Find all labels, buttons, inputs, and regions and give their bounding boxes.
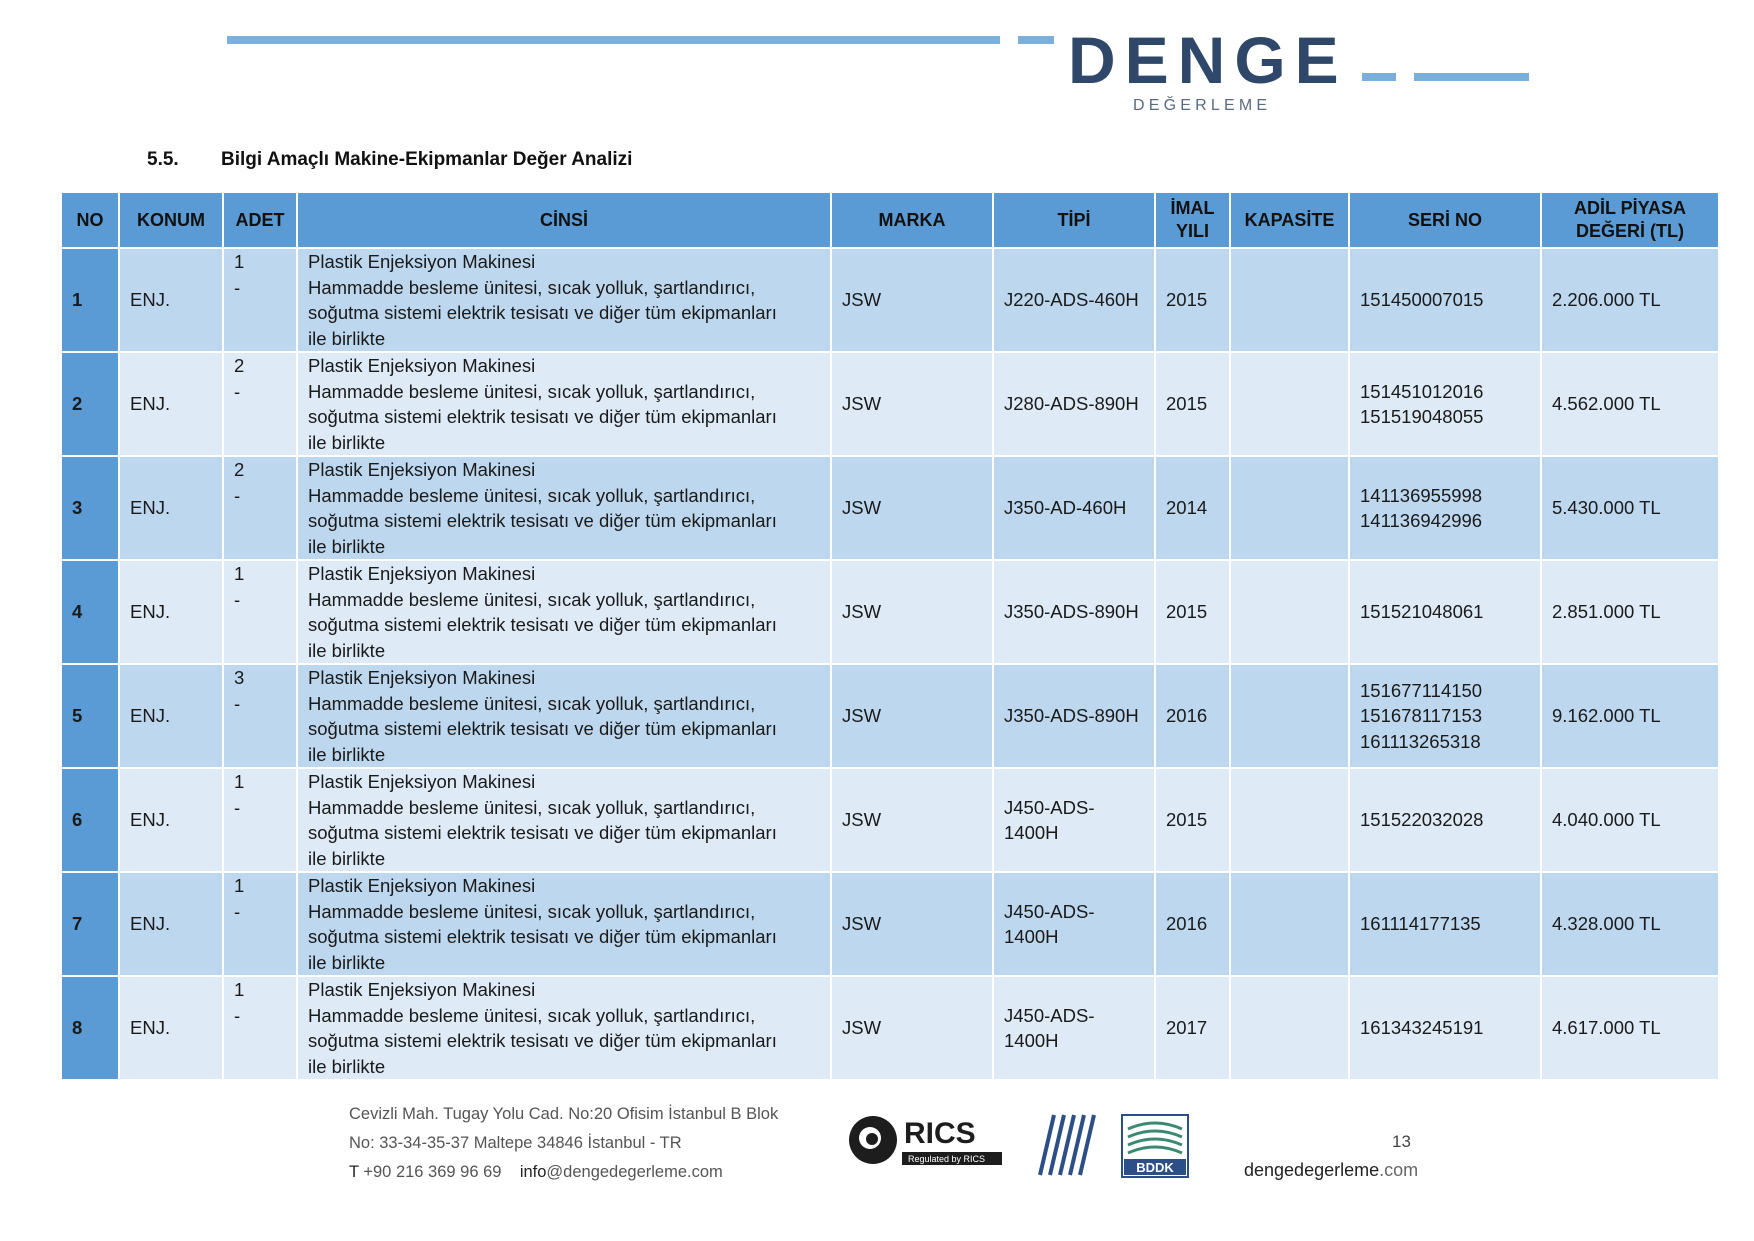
cell-tipi: J450-ADS-1400H: [994, 977, 1154, 1079]
footer-address: [349, 1100, 778, 1187]
cell-konum: ENJ.: [120, 977, 222, 1079]
cell-seri-no: 151450007015: [1350, 249, 1540, 351]
address-line-2: No: 33-34-35-37 Maltepe 34846 İstanbul - TR: [349, 1134, 682, 1152]
cell-seri-no: 141136955998 141136942996: [1350, 457, 1540, 559]
cell-imal-yili: 2014: [1156, 457, 1229, 559]
cell-marka: JSW: [832, 665, 992, 767]
col-header-tipi: TİPİ: [994, 193, 1154, 247]
cell-adet: 1 -: [224, 769, 296, 871]
cell-imal-yili: 2016: [1156, 665, 1229, 767]
cell-seri-no: 151521048061: [1350, 561, 1540, 663]
cell-konum: ENJ.: [120, 457, 222, 559]
logo-dash-2: [1414, 73, 1529, 81]
cell-no: 2: [62, 353, 118, 455]
header-rule-short: [1018, 36, 1054, 44]
cell-kapasite: [1231, 977, 1348, 1079]
col-header-konum: KONUM: [120, 193, 222, 247]
cell-no: 1: [62, 249, 118, 351]
equipment-value-table: [60, 191, 1720, 1081]
cell-cinsi: Plastik Enjeksiyon Makinesi Hammadde besleme ünitesi, sıcak yolluk, şartlandırıcı, soğutma sistemi elektrik tesisatı ve diğer tüm ekipmanları ile birlikte: [298, 457, 830, 559]
cell-tipi: J350-ADS-890H: [994, 665, 1154, 767]
cell-no: 3: [62, 457, 118, 559]
col-header-imal-yili: İMAL YILI: [1156, 193, 1229, 247]
cell-kapasite: [1231, 873, 1348, 975]
cell-tipi: J280-ADS-890H: [994, 353, 1154, 455]
cell-adet: 3 -: [224, 665, 296, 767]
cell-seri-no: 151677114150 151678117153 161113265318: [1350, 665, 1540, 767]
col-header-adet: ADET: [224, 193, 296, 247]
cell-seri-no: 161343245191: [1350, 977, 1540, 1079]
cell-cinsi: Plastik Enjeksiyon Makinesi Hammadde besleme ünitesi, sıcak yolluk, şartlandırıcı, soğutma sistemi elektrik tesisatı ve diğer tüm ekipmanları ile birlikte: [298, 873, 830, 975]
svg-text:Regulated by RICS: Regulated by RICS: [908, 1154, 986, 1164]
cell-no: 7: [62, 873, 118, 975]
cell-kapasite: [1231, 561, 1348, 663]
cell-tipi: J350-AD-460H: [994, 457, 1154, 559]
company-logo-subtitle: DEĞERLEME: [1133, 97, 1272, 114]
table-row: [62, 665, 1718, 767]
phone-prefix: T: [349, 1163, 359, 1181]
cell-seri-no: 161114177135: [1350, 873, 1540, 975]
phone-number[interactable]: +90 216 369 96 69: [363, 1163, 502, 1181]
cell-imal-yili: 2015: [1156, 769, 1229, 871]
cell-adet: 1 -: [224, 561, 296, 663]
col-header-marka: MARKA: [832, 193, 992, 247]
cell-adet: 2 -: [224, 457, 296, 559]
cell-tipi: J450-ADS-1400H: [994, 769, 1154, 871]
cell-adil-piyasa-degeri: 2.206.000 TL: [1542, 249, 1718, 351]
cell-adil-piyasa-degeri: 4.040.000 TL: [1542, 769, 1718, 871]
cell-cinsi: Plastik Enjeksiyon Makinesi Hammadde besleme ünitesi, sıcak yolluk, şartlandırıcı, soğutma sistemi elektrik tesisatı ve diğer tüm ekipmanları ile birlikte: [298, 977, 830, 1079]
section-number: 5.5.: [147, 149, 179, 170]
cell-cinsi: Plastik Enjeksiyon Makinesi Hammadde besleme ünitesi, sıcak yolluk, şartlandırıcı, soğutma sistemi elektrik tesisatı ve diğer tüm ekipmanları ile birlikte: [298, 561, 830, 663]
cell-marka: JSW: [832, 977, 992, 1079]
cell-marka: JSW: [832, 873, 992, 975]
cell-konum: ENJ.: [120, 873, 222, 975]
cell-seri-no: 151522032028: [1350, 769, 1540, 871]
cell-konum: ENJ.: [120, 561, 222, 663]
address-line-1: Cevizli Mah. Tugay Yolu Cad. No:20 Ofisim İstanbul B Blok: [349, 1105, 779, 1123]
cell-marka: JSW: [832, 249, 992, 351]
logo-dash-1: [1362, 73, 1396, 81]
cell-imal-yili: 2015: [1156, 249, 1229, 351]
cell-adil-piyasa-degeri: 9.162.000 TL: [1542, 665, 1718, 767]
cell-no: 8: [62, 977, 118, 1079]
bddk-logo: [1120, 1113, 1190, 1179]
cell-marka: JSW: [832, 769, 992, 871]
cell-adet: 1 -: [224, 873, 296, 975]
cell-adil-piyasa-degeri: 4.617.000 TL: [1542, 977, 1718, 1079]
table-row: [62, 457, 1718, 559]
cell-imal-yili: 2015: [1156, 353, 1229, 455]
table-row: [62, 561, 1718, 663]
cell-no: 5: [62, 665, 118, 767]
cell-no: 4: [62, 561, 118, 663]
cell-adet: 2 -: [224, 353, 296, 455]
cell-kapasite: [1231, 457, 1348, 559]
col-header-no: NO: [62, 193, 118, 247]
cell-cinsi: Plastik Enjeksiyon Makinesi Hammadde besleme ünitesi, sıcak yolluk, şartlandırıcı, soğutma sistemi elektrik tesisatı ve diğer tüm ekipmanları ile birlikte: [298, 249, 830, 351]
website-link[interactable]: dengedegerleme.com: [1244, 1160, 1419, 1180]
svg-text:RICS: RICS: [904, 1117, 976, 1150]
email-domain[interactable]: @dengedegerleme.com: [546, 1163, 723, 1181]
cell-cinsi: Plastik Enjeksiyon Makinesi Hammadde besleme ünitesi, sıcak yolluk, şartlandırıcı, soğutma sistemi elektrik tesisatı ve diğer tüm ekipmanları ile birlikte: [298, 353, 830, 455]
table-row: [62, 977, 1718, 1079]
cell-kapasite: [1231, 249, 1348, 351]
col-header-cinsi: CİNSİ: [298, 193, 830, 247]
cell-adet: 1 -: [224, 249, 296, 351]
contact-line: [349, 1158, 778, 1187]
table-row: [62, 249, 1718, 351]
table-row: [62, 873, 1718, 975]
cell-kapasite: [1231, 353, 1348, 455]
table-header-row: [62, 193, 1718, 247]
cell-kapasite: [1231, 769, 1348, 871]
cell-seri-no: 151451012016 151519048055: [1350, 353, 1540, 455]
email-prefix[interactable]: info: [519, 1163, 547, 1181]
cell-adil-piyasa-degeri: 4.328.000 TL: [1542, 873, 1718, 975]
page-number: 13: [1392, 1132, 1411, 1151]
rics-logo: [848, 1108, 1008, 1178]
section-heading: [147, 148, 632, 172]
header-rule-long: [227, 36, 1000, 44]
cell-konum: ENJ.: [120, 249, 222, 351]
cell-konum: ENJ.: [120, 665, 222, 767]
cell-tipi: J450-ADS-1400H: [994, 873, 1154, 975]
cell-adil-piyasa-degeri: 2.851.000 TL: [1542, 561, 1718, 663]
svg-text:BDDK: BDDK: [1136, 1160, 1174, 1175]
col-header-adil-piyasa-degeri: ADİL PİYASA DEĞERİ (TL): [1542, 193, 1718, 247]
table-row: [62, 769, 1718, 871]
cell-tipi: J220-ADS-460H: [994, 249, 1154, 351]
cell-kapasite: [1231, 665, 1348, 767]
cell-marka: JSW: [832, 353, 992, 455]
cell-no: 6: [62, 769, 118, 871]
cell-konum: ENJ.: [120, 353, 222, 455]
col-header-kapasite: KAPASİTE: [1231, 193, 1348, 247]
table-row: [62, 353, 1718, 455]
cell-adet: 1 -: [224, 977, 296, 1079]
section-title: Bilgi Amaçlı Makine-Ekipmanlar Değer Analizi: [221, 149, 633, 170]
company-logo-wordmark: DENGE: [1068, 23, 1348, 97]
cell-imal-yili: 2015: [1156, 561, 1229, 663]
stripes-logo-icon: [1030, 1113, 1100, 1177]
cell-imal-yili: 2017: [1156, 977, 1229, 1079]
cell-marka: JSW: [832, 561, 992, 663]
cell-imal-yili: 2016: [1156, 873, 1229, 975]
cell-tipi: J350-ADS-890H: [994, 561, 1154, 663]
col-header-seri-no: SERİ NO: [1350, 193, 1540, 247]
cell-marka: JSW: [832, 457, 992, 559]
cell-adil-piyasa-degeri: 4.562.000 TL: [1542, 353, 1718, 455]
cell-adil-piyasa-degeri: 5.430.000 TL: [1542, 457, 1718, 559]
cell-cinsi: Plastik Enjeksiyon Makinesi Hammadde besleme ünitesi, sıcak yolluk, şartlandırıcı, soğutma sistemi elektrik tesisatı ve diğer tüm ekipmanları ile birlikte: [298, 665, 830, 767]
cell-cinsi: Plastik Enjeksiyon Makinesi Hammadde besleme ünitesi, sıcak yolluk, şartlandırıcı, soğutma sistemi elektrik tesisatı ve diğer tüm ekipmanları ile birlikte: [298, 769, 830, 871]
cell-konum: ENJ.: [120, 769, 222, 871]
